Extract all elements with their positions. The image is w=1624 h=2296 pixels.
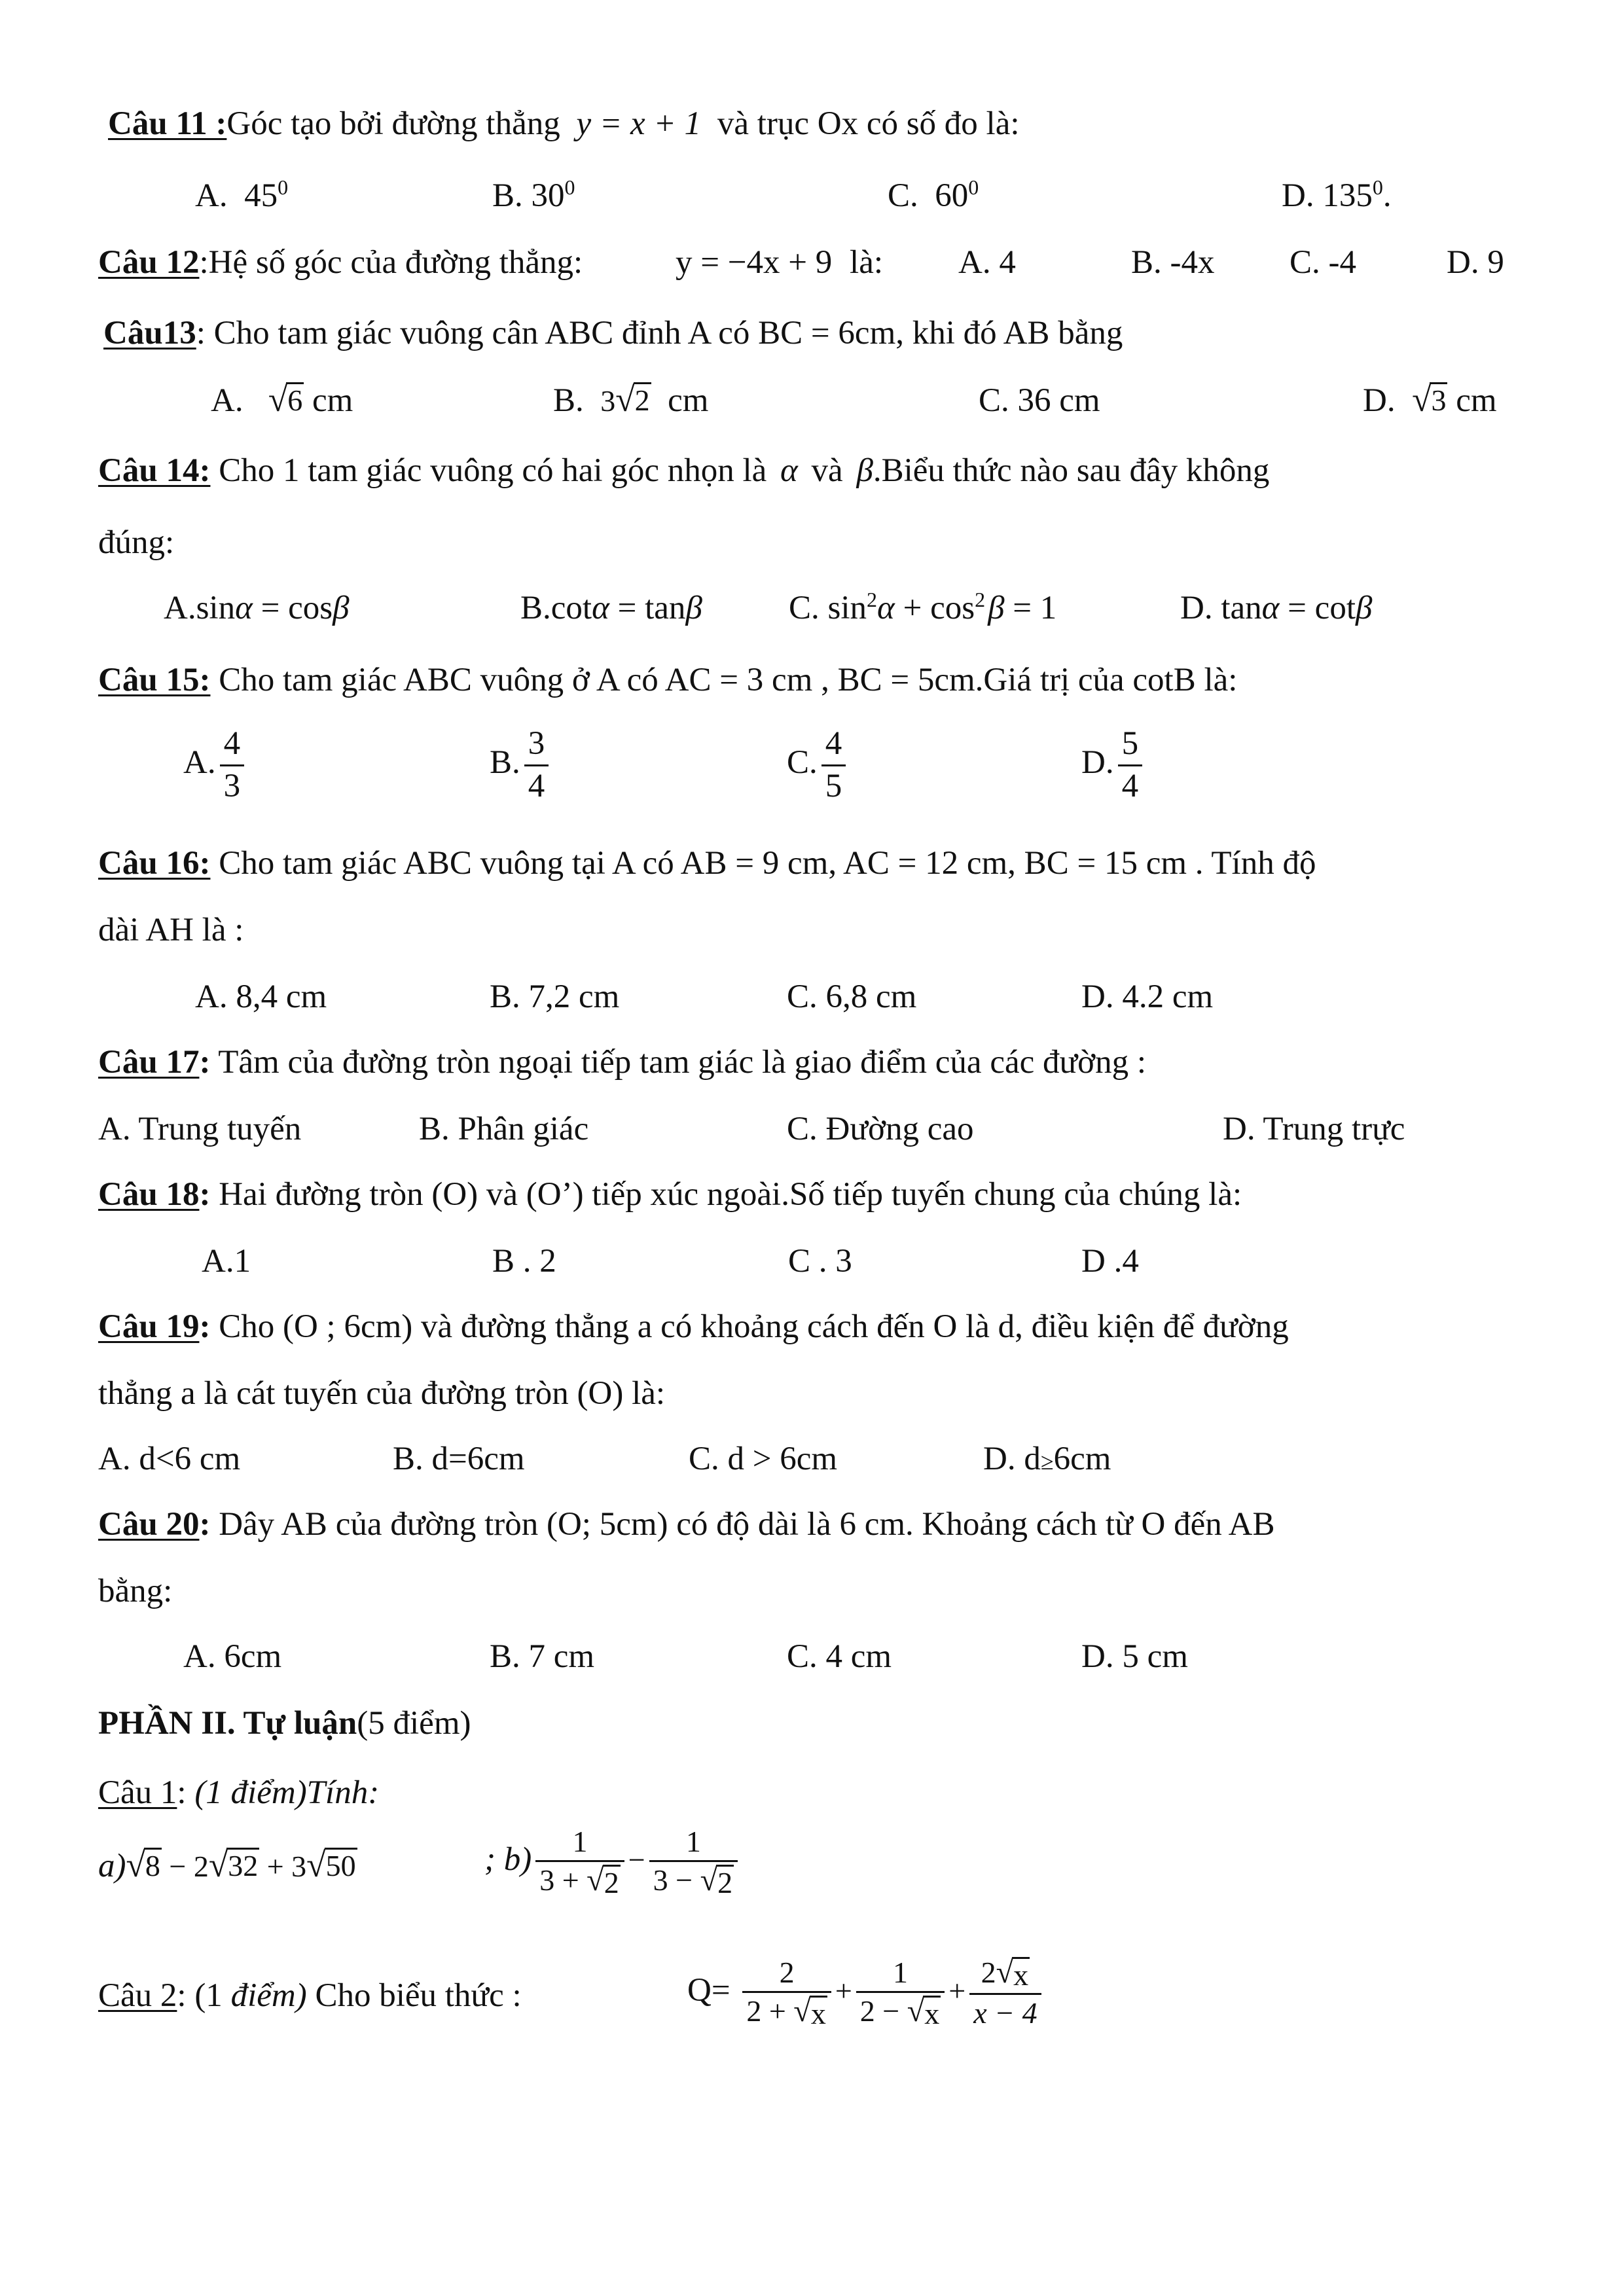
q15-option-c: C. $\frac{4}{5}$ (787, 726, 850, 804)
sqrt-6: √ 6 (268, 380, 303, 419)
q19-label: Câu 19 (98, 1308, 200, 1345)
q11-tail: và trục Ox có số đo là: (717, 105, 1020, 142)
q11-text: Góc tạo bởi đường thẳng (226, 105, 560, 142)
part2-heading (98, 1704, 471, 1743)
q14-option-c: C. $\sin^2\alpha + \cos^2\beta = 1$ (789, 588, 1057, 626)
q14-stem: Câu 14: Cho 1 tam giác vuông có hai góc nhọn là α và β.Biểu thức nào sau đây không (98, 452, 1270, 489)
p2q2-stem: Câu 2: (1 điểm) Cho biểu thức : (98, 1977, 522, 2014)
q17-option-a: A. Trung tuyến (98, 1111, 302, 1147)
q19-option-b: B. d=6cm (393, 1441, 525, 1477)
q20-option-a: A. 6cm (183, 1638, 282, 1675)
q11-option-c: C. $60^0$ (888, 175, 979, 214)
sqrt-3: √ 3 (1412, 380, 1447, 419)
q19-option-c: C. d > 6cm (689, 1441, 838, 1477)
q15-label: Câu 15: (98, 662, 211, 698)
q11-option-b: B. $30^0$ (492, 175, 575, 214)
q19-option-d: D. d≥6cm (983, 1441, 1111, 1477)
q19-option-a: A. d<6 cm (98, 1441, 241, 1477)
q12-option-b: B. -4x (1131, 244, 1215, 281)
p2q2-expression: Q= 2 2 + √ x + 1 2 − √ x + 2 √ x x − 4 (687, 1957, 1045, 2029)
q11-label: Câu 11 : (108, 105, 227, 142)
q16-option-c: C. 6,8 cm (787, 978, 917, 1015)
q12-label: Câu 12 (98, 244, 200, 281)
q18-option-a: A.1 (202, 1243, 251, 1280)
p2q1-label: Câu 1 (98, 1774, 177, 1811)
q16-stem-line2: dài AH là : (98, 912, 244, 948)
q16-option-b: B. 7,2 cm (490, 978, 620, 1015)
q17-stem: Câu 17: Tâm của đường tròn ngoại tiếp tam giác là giao điểm của các đường : (98, 1044, 1147, 1081)
fraction-b2: 1 3 − √ 2 (649, 1826, 738, 1898)
q17-label: Câu 17 (98, 1044, 200, 1081)
p2q1-part-a: a) √ 8 − 2 √ 32 + 3 √ 50 (98, 1845, 356, 1884)
q17-option-d: D. Trung trực (1223, 1111, 1405, 1147)
q17-option-c: C. Đường cao (787, 1111, 974, 1147)
q11-equation: y = x + 1 (576, 105, 702, 142)
part2-points: (5 điểm) (357, 1705, 471, 1742)
q12-option-d: D. 9 (1447, 244, 1504, 281)
q15-stem: Câu 15: Cho tam giác ABC vuông ở A có AC = 3 cm , BC = 5cm.Giá trị của cotB là: (98, 662, 1238, 698)
q20-label: Câu 20 (98, 1506, 200, 1543)
q15-option-d: D. $\frac{5}{4}$ (1081, 726, 1146, 804)
q15-option-b: B. $\frac{3}{4}$ (490, 726, 552, 804)
q13-stem (103, 314, 1123, 353)
q14-option-d: D. tanα = cotβ (1180, 590, 1373, 626)
q20-option-b: B. 7 cm (490, 1638, 595, 1675)
q18-label: Câu 18 (98, 1176, 200, 1213)
sqrt-2: √ 2 (615, 380, 650, 419)
fraction-3-4: $\frac{3}{4}$ (524, 726, 549, 804)
q20-stem-line2: bằng: (98, 1573, 173, 1609)
q17-option-b: B. Phân giác (419, 1111, 589, 1147)
q20-option-c: C. 4 cm (787, 1638, 892, 1675)
fraction-q2: 1 2 − √ x (856, 1957, 945, 2029)
q20-stem: Câu 20: Dây AB của đường tròn (O; 5cm) có độ dài là 6 cm. Khoảng cách từ O đến AB (98, 1506, 1275, 1543)
q16-option-a: A. 8,4 cm (195, 978, 327, 1015)
p2q1-stem: Câu 1: (1 điểm)Tính: (98, 1774, 380, 1811)
part2-title: PHẦN II. Tự luận (98, 1705, 357, 1742)
q16-label: Câu 16: (98, 845, 211, 882)
fraction-4-3: $\frac{4}{3}$ (220, 726, 245, 804)
q12-text: :Hệ số góc của đường thẳng: (199, 244, 583, 281)
q12-option-a: A. 4 (958, 244, 1016, 281)
q19-stem-line2: thẳng a là cát tuyến của đường tròn (O) là: (98, 1375, 666, 1412)
fraction-4-5: $\frac{4}{5}$ (821, 726, 846, 804)
q18-stem: Câu 18: Hai đường tròn (O) và (O’) tiếp xúc ngoài.Số tiếp tuyến chung của chúng là: (98, 1176, 1242, 1213)
q16-stem: Câu 16: Cho tam giác ABC vuông tại A có AB = 9 cm, AC = 12 cm, BC = 15 cm . Tính độ (98, 845, 1316, 882)
fraction-q1: 2 2 + √ x (742, 1957, 831, 2029)
q16-option-d: D. 4.2 cm (1081, 978, 1214, 1015)
q13-label: Câu13 (103, 315, 196, 351)
fraction-q3: 2 √ x x − 4 (969, 1957, 1041, 2029)
q18-option-c: C . 3 (788, 1243, 852, 1280)
q14-stem-line2: đúng: (98, 524, 175, 561)
q14-option-b: B.cotα = tanβ (520, 590, 702, 626)
q13-option-c: C. 36 cm (979, 382, 1100, 419)
p2q1-part-b: ; b) 1 3 + √ 2 − 1 3 − √ 2 (484, 1826, 742, 1898)
q11-stem (108, 105, 1020, 143)
q12-stem (98, 243, 583, 282)
q18-option-d: D .4 (1081, 1243, 1139, 1280)
q19-stem: Câu 19: Cho (O ; 6cm) và đường thẳng a có khoảng cách đến O là d, điều kiện để đường (98, 1308, 1289, 1345)
q13-option-a: A. √ 6 cm (211, 380, 353, 419)
q11-option-a: A. $45^0$ (195, 175, 289, 214)
q13-option-d: D. √ 3 cm (1363, 380, 1497, 419)
p2q2-label: Câu 2 (98, 1977, 177, 2014)
q18-option-b: B . 2 (492, 1243, 556, 1280)
q12-option-c: C. -4 (1290, 244, 1356, 281)
fraction-5-4: $\frac{5}{4}$ (1118, 726, 1143, 804)
q14-label: Câu 14: (98, 452, 211, 489)
q14-option-a: A.sinα = cosβ (164, 590, 350, 626)
q15-option-a: A. $\frac{4}{3}$ (183, 726, 248, 804)
q13-option-b: B. 3 √ 2 cm (553, 380, 709, 419)
q11-option-d: D. $135^0$. (1282, 175, 1392, 214)
q20-option-d: D. 5 cm (1081, 1638, 1188, 1675)
q12-equation: y = −4x + 9 là: (676, 244, 884, 281)
q13-text: : Cho tam giác vuông cân ABC đỉnh A có BC = 6cm, khi đó AB bằng (196, 315, 1123, 351)
fraction-b1: 1 3 + √ 2 (535, 1826, 624, 1898)
